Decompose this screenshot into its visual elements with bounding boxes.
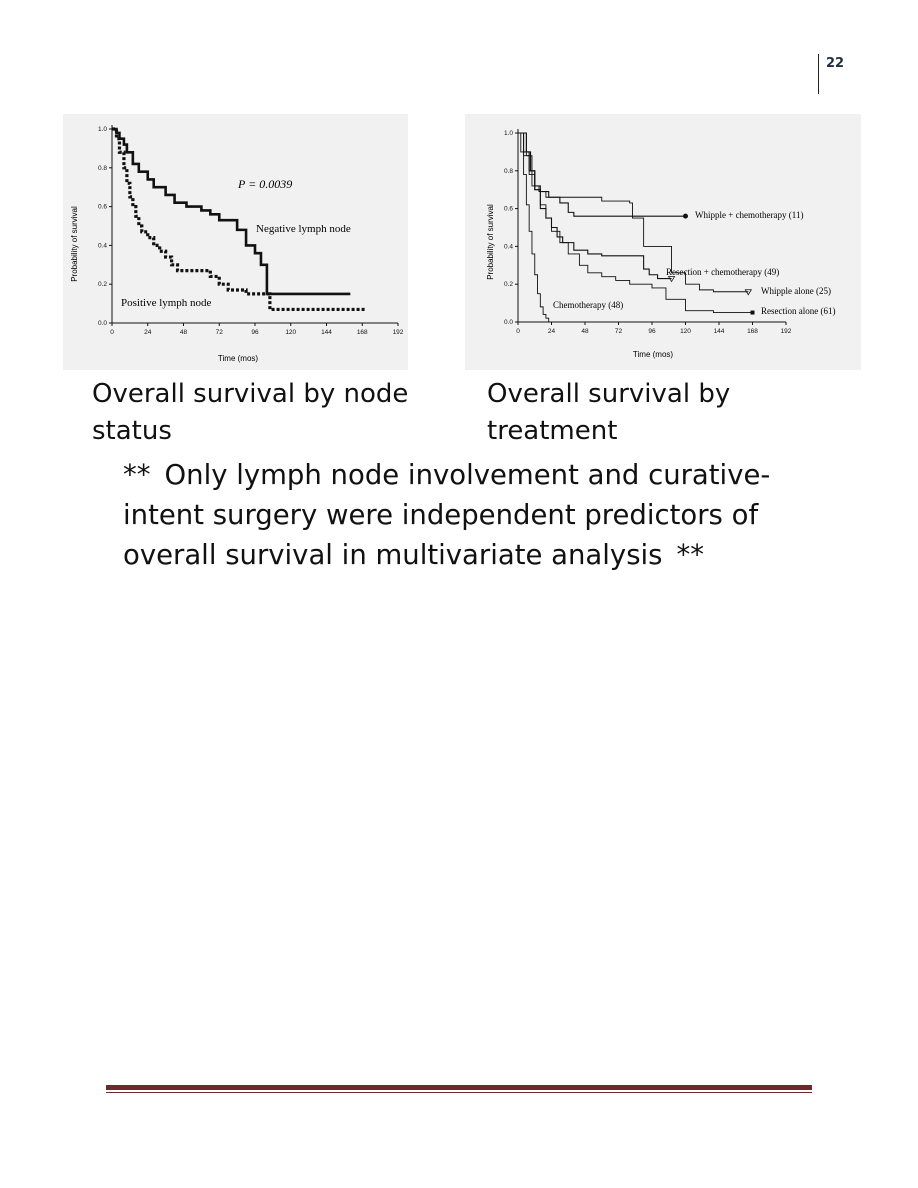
note-suffix: **: [676, 539, 704, 571]
footer-rule-thin: [106, 1092, 812, 1093]
left-chart-y-tick-label: 0.6: [97, 203, 107, 211]
node-status-survival-chart: [63, 114, 408, 370]
positive-lymph-node-label: Positive lymph node: [121, 297, 212, 309]
node-status-caption: Overall survival by node status: [92, 379, 409, 446]
page-number: 22: [826, 56, 845, 71]
right-chart-x-tick-label: 24: [547, 328, 556, 335]
chemotherapy-label: Chemotherapy (48): [553, 300, 624, 310]
footer-rule: [106, 1085, 812, 1090]
right-chart-y-tick-label: 1.0: [503, 130, 513, 137]
right-chart-y-tick-label: 0.4: [503, 243, 513, 251]
right-chart-x-tick-label: 96: [648, 328, 656, 335]
resection-alone-label: Resection alone (61): [761, 306, 836, 316]
right-chart-x-tick-label: 120: [680, 328, 691, 335]
right-chart-x-tick-label: 72: [614, 328, 623, 335]
note-prefix: **: [123, 459, 151, 491]
right-chart-series-marker-whipple-alone: [745, 290, 751, 295]
left-chart-y-tick-label: 0.0: [97, 320, 107, 327]
right-chart-series-chemotherapy: [518, 133, 552, 322]
left-chart-series-positive-lymph-node: [112, 129, 365, 309]
right-chart-series-whipple-chemotherapy: [518, 133, 686, 216]
right-chart-x-tick-label: 0: [516, 328, 520, 335]
right-chart-y-tick-label: 0.8: [503, 167, 513, 175]
right-ylabel: Probability of survival: [486, 204, 495, 280]
left-chart-y-tick-label: 1.0: [97, 126, 107, 133]
resection-chemo-label: Resection + chemotherapy (49): [666, 267, 780, 277]
treatment-survival-chart: [465, 114, 861, 370]
left-chart-x-tick-label: 192: [392, 329, 404, 336]
left-chart-x-tick-label: 0: [110, 329, 114, 336]
left-chart-series-negative-lymph-node: [112, 129, 350, 294]
right-chart-series-marker-whipple-chemotherapy: [683, 214, 688, 219]
page-number-divider: [818, 54, 819, 94]
whipple-alone-label: Whipple alone (25): [761, 286, 831, 296]
negative-lymph-node-label: Negative lymph node: [256, 223, 351, 235]
right-plot-area: [504, 129, 792, 335]
left-chart-y-tick-label: 0.8: [97, 164, 107, 172]
left-chart-x-tick-label: 120: [285, 329, 297, 336]
node-status-survival-figure: [63, 114, 408, 370]
left-ylabel: Probability of survival: [70, 206, 79, 282]
left-chart-x-tick-label: 144: [321, 329, 332, 336]
left-chart-x-tick-label: 48: [179, 329, 188, 336]
treatment-survival-figure: [465, 114, 861, 370]
left-chart-x-tick-label: 168: [356, 329, 368, 336]
right-chart-y-tick-label: 0.2: [503, 281, 513, 289]
treatment-caption: Overall survival by treatment: [487, 379, 731, 446]
right-xlabel: Time (mos): [632, 350, 674, 359]
left-chart-x-tick-label: 72: [215, 329, 223, 336]
right-chart-series-marker-resection-alone: [751, 311, 755, 315]
right-chart-y-tick-label: 0.6: [503, 205, 513, 213]
right-chart-x-tick-label: 48: [581, 328, 589, 335]
right-chart-x-tick-label: 192: [780, 328, 792, 335]
whipple-chemo-label: Whipple + chemotherapy (11): [695, 210, 804, 220]
left-chart-x-tick-label: 24: [144, 329, 152, 336]
right-chart-x-tick-label: 168: [747, 328, 758, 335]
pvalue-label: P = 0.0039: [238, 177, 293, 191]
right-chart-y-tick-label: 0.0: [503, 319, 513, 326]
left-chart-y-tick-label: 0.4: [97, 242, 107, 250]
right-chart-x-tick-label: 144: [713, 328, 725, 335]
left-chart-x-tick-label: 96: [251, 329, 259, 336]
left-xlabel: Time (mos): [217, 354, 259, 363]
note-text: Only lymph node involvement and curative-intent surgery were independent predictors of overall survival in multivariate analysis: [123, 459, 771, 571]
right-chart-series-resection-chemotherapy: [518, 133, 672, 279]
left-chart-y-tick-label: 0.2: [97, 281, 107, 289]
multivariate-note: [123, 455, 813, 575]
right-chart-series-resection-alone: [518, 133, 753, 313]
